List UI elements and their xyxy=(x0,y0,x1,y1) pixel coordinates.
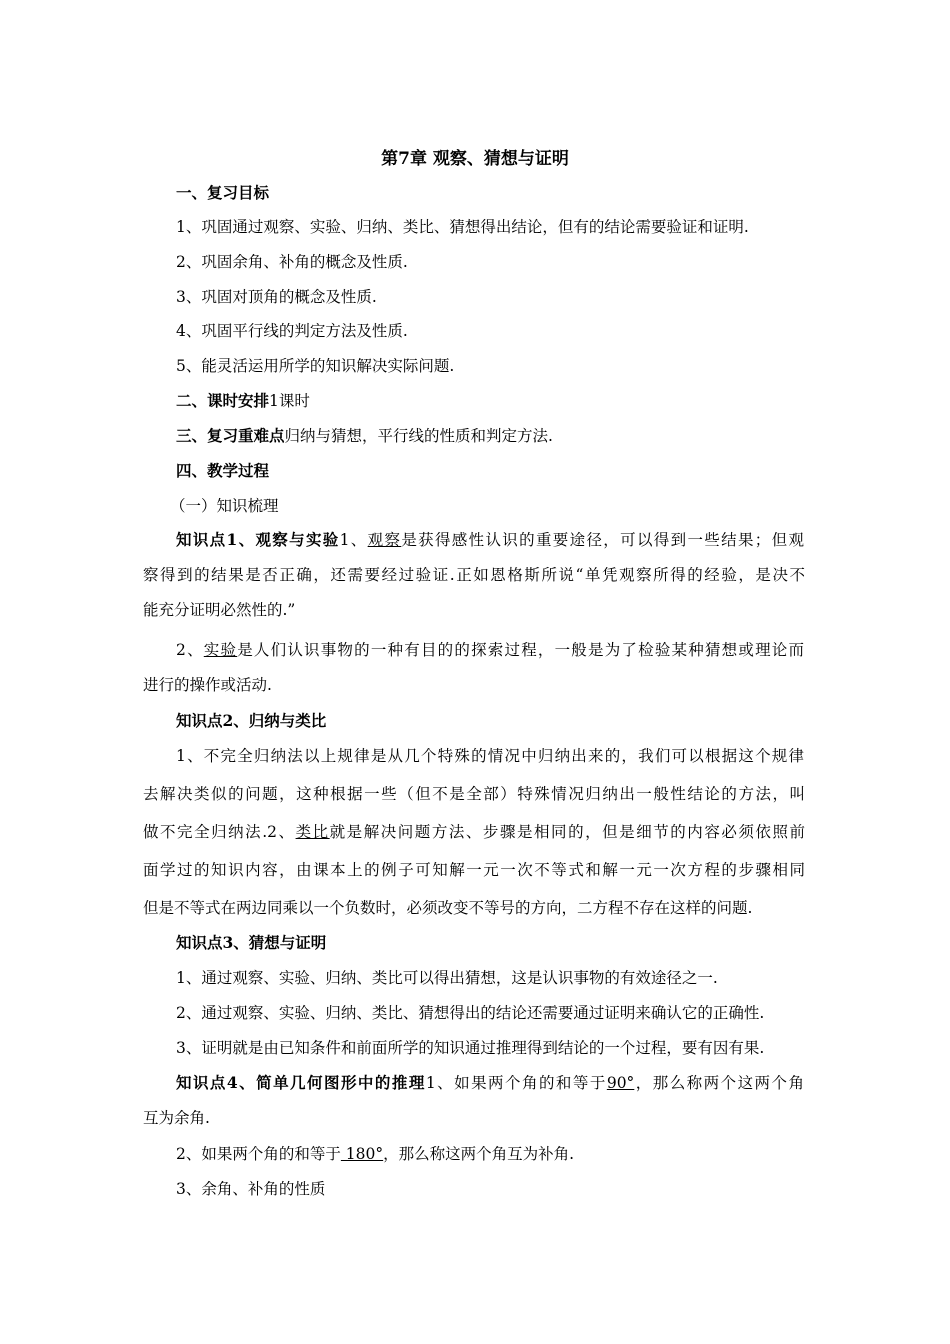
kp1-heading: 知识点1、观察与实验 xyxy=(176,530,340,549)
kp4-heading: 知识点4、简单几何图形中的推理 xyxy=(176,1073,426,1092)
section-heading-process: 四、教学过程 xyxy=(176,461,270,480)
kp4-l1-rest: ，那么称两个这两个角 xyxy=(634,1074,804,1092)
kp4-line-2: 互为余角. xyxy=(143,1109,210,1127)
kp1-line-3: 能充分证明必然性的.” xyxy=(143,601,296,619)
kp4-p2-rest: ，那么称这两个角互为补角. xyxy=(383,1145,575,1163)
class-hours-value: 1课时 xyxy=(269,392,310,410)
kp2-l3-rest: 就是解决问题方法、步骤是相同的，但是细节的内容必须依照前 xyxy=(329,823,805,841)
kp2-line-5: 但是不等式在两边同乘以一个负数时，必须改变不等号的方向，二方程不存在这样的问题. xyxy=(143,899,753,917)
key-points-text: 归纳与猜想，平行线的性质和判定方法. xyxy=(284,427,553,445)
kp1-line-1 xyxy=(176,529,804,551)
goal-item: 1、巩固通过观察、实验、归纳、类比、猜想得出结论，但有的结论需要验证和证明. xyxy=(176,218,749,236)
kp4-line-1 xyxy=(176,1072,804,1094)
term-analogy: 类比 xyxy=(295,823,330,841)
term-observation: 观察 xyxy=(367,531,402,549)
kp3-item: 3、证明就是由已知条件和前面所学的知识通过推理得到结论的一个过程，要有因有果. xyxy=(176,1039,765,1057)
key-points-line xyxy=(176,425,553,447)
class-hours-line xyxy=(176,390,310,412)
kp3-item: 1、通过观察、实验、归纳、类比可以得出猜想，这是认识事物的有效途径之一. xyxy=(176,969,718,987)
kp4-para2 xyxy=(176,1143,574,1165)
kp4-para3: 3、余角、补角的性质 xyxy=(176,1180,326,1198)
kp1-number: 1、 xyxy=(339,531,368,549)
value-90-degrees: 90° xyxy=(606,1074,635,1092)
term-experiment: 实验 xyxy=(203,641,238,659)
goal-item: 2、巩固余角、补角的概念及性质. xyxy=(176,253,408,271)
kp2-line-4: 面学过的知识内容，由课本上的例子可知解一元一次不等式和解一元一次方程的步骤相同 xyxy=(143,861,805,879)
kp2-line-3 xyxy=(143,821,805,843)
kp1-text: 是获得感性认识的重要途径，可以得到一些结果；但观 xyxy=(401,531,804,549)
kp4-p2-pre: 2、如果两个角的和等于 xyxy=(176,1145,341,1163)
kp3-heading: 知识点3、猜想与证明 xyxy=(176,933,327,952)
kp2-l3-pre: 做不完全归纳法.2、 xyxy=(143,823,296,841)
kp4-l1-pre: 1、如果两个角的和等于 xyxy=(425,1074,607,1092)
kp2-heading: 知识点2、归纳与类比 xyxy=(176,711,327,730)
section-heading-hours: 二、课时安排 xyxy=(176,391,270,410)
value-180-degrees: 180° xyxy=(340,1145,384,1163)
goal-item: 3、巩固对顶角的概念及性质. xyxy=(176,288,377,306)
kp1-para2-line-1 xyxy=(176,639,804,661)
kp2-line-2: 去解决类似的问题，这种根据一些（但不是全部）特殊情况归纳出一般性结论的方法，叫 xyxy=(143,785,805,803)
kp1-para2-line-2: 进行的操作或活动. xyxy=(143,676,272,694)
kp1-line-2: 察得到的结果是否正确，还需要经过验证.正如恩格斯所说“单凭观察所得的经验，是决不 xyxy=(143,566,805,584)
section-heading-key-points: 三、复习重难点 xyxy=(176,426,285,445)
chapter-title: 第7章 观察、猜想与证明 xyxy=(381,149,569,169)
section-heading-goals: 一、复习目标 xyxy=(176,183,270,202)
kp1-p2-text: 是人们认识事物的一种有目的的探索过程，一般是为了检验某种猜想或理论而 xyxy=(237,641,804,659)
goal-item: 4、巩固平行线的判定方法及性质. xyxy=(176,322,408,340)
goal-item: 5、能灵活运用所学的知识解决实际问题. xyxy=(176,357,455,375)
kp1-p2-number: 2、 xyxy=(176,641,204,659)
kp2-line-1: 1、不完全归纳法以上规律是从几个特殊的情况中归纳出来的，我们可以根据这个规律 xyxy=(176,747,804,765)
kp3-item: 2、通过观察、实验、归纳、类比、猜想得出的结论还需要通过证明来确认它的正确性. xyxy=(176,1004,765,1022)
subsection-heading: （一）知识梳理 xyxy=(170,497,279,515)
